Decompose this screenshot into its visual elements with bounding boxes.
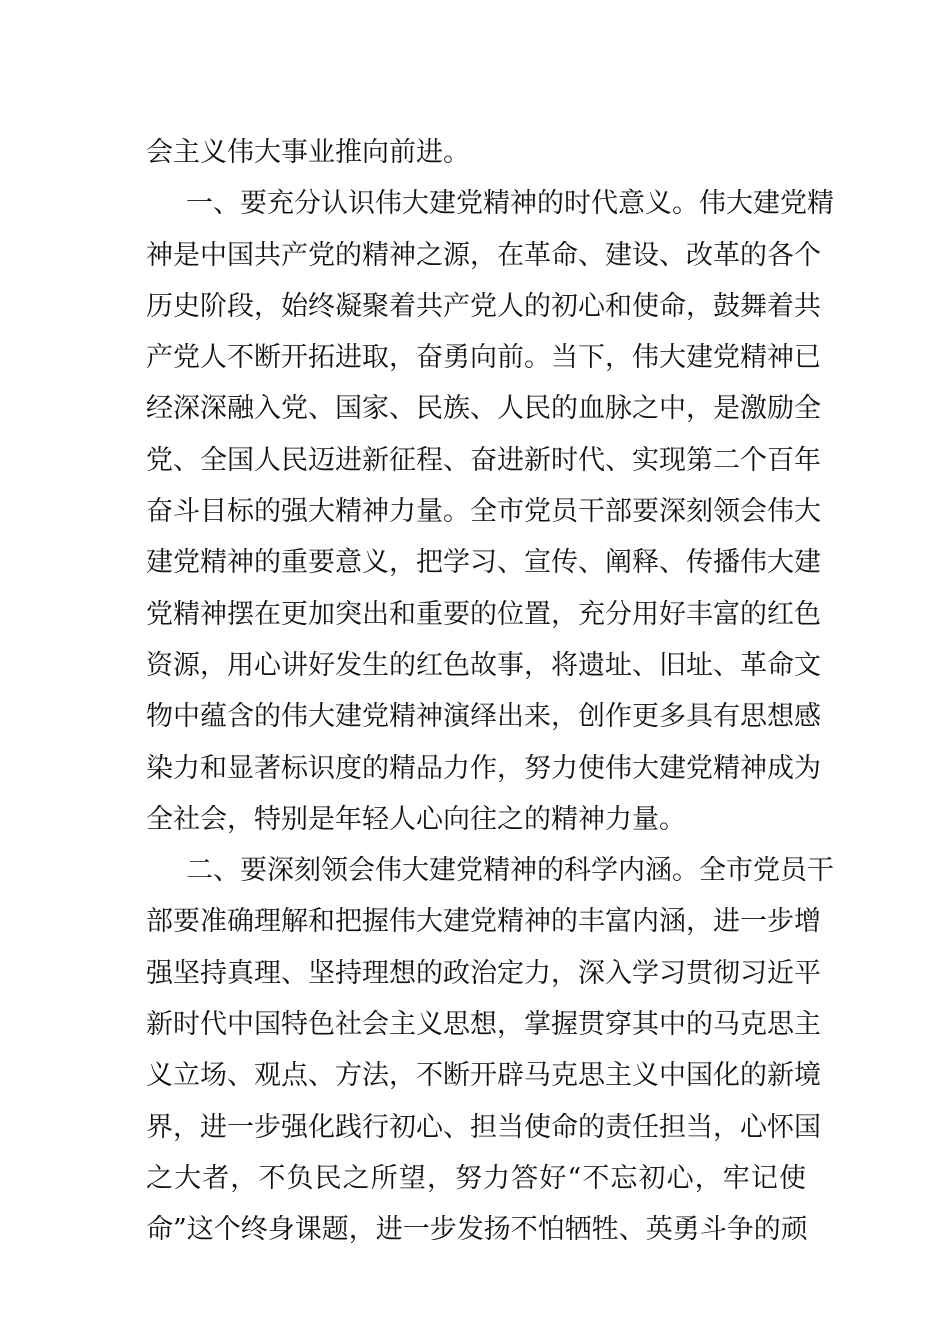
text-line: 奋斗目标的强大精神力量。全市党员干部要深刻领会伟大: [146, 496, 821, 528]
text-line: 强坚持真理、坚持理想的政治定力，深入学习贯彻习近平: [146, 957, 821, 989]
text-line: 全社会，特别是年轻人心向往之的精神力量。: [146, 803, 686, 835]
text-line: 命”这个终身课题，进一步发扬不怕牺牲、英勇斗争的顽: [146, 1214, 808, 1246]
text-line: 建党精神的重要意义，把学习、宣传、阐释、传播伟大建: [146, 547, 821, 579]
text-line: 新时代中国特色社会主义思想，掌握贯穿其中的马克思主: [146, 1009, 821, 1041]
text-line: 神是中国共产党的精神之源，在革命、建设、改革的各个: [146, 239, 821, 271]
text-line: 产党人不断开拓进取，奋勇向前。当下，伟大建党精神已: [146, 342, 821, 374]
text-line: 义立场、观点、方法，不断开辟马克思主义中国化的新境: [146, 1060, 821, 1092]
paragraph-first-line: 一、要充分认识伟大建党精神的时代意义。伟大建党精: [186, 188, 834, 220]
text-line: 之大者，不负民之所望，努力答好“不忘初心，牢记使: [146, 1162, 806, 1194]
text-line: 历史阶段，始终凝聚着共产党人的初心和使命，鼓舞着共: [146, 290, 821, 322]
text-line: 染力和显著标识度的精品力作，努力使伟大建党精神成为: [146, 752, 821, 784]
document-body: [146, 127, 834, 1256]
text-line: 物中蕴含的伟大建党精神演绎出来，创作更多具有思想感: [146, 701, 821, 733]
text-line: 资源，用心讲好发生的红色故事，将遗址、旧址、革命文: [146, 649, 821, 681]
paragraph-first-line: 二、要深刻领会伟大建党精神的科学内涵。全市党员干: [186, 855, 834, 887]
text-line: 经深深融入党、国家、民族、人民的血脉之中，是激励全: [146, 393, 821, 425]
text-line: 界，进一步强化践行初心、担当使命的责任担当，心怀国: [146, 1111, 821, 1143]
text-line: 党精神摆在更加突出和重要的位置，充分用好丰富的红色: [146, 598, 821, 630]
text-line: 党、全国人民迈进新征程、奋进新时代、实现第二个百年: [146, 444, 821, 476]
text-line: 会主义伟大事业推向前进。: [146, 137, 470, 168]
text-line: 部要准确理解和把握伟大建党精神的丰富内涵，进一步增: [146, 906, 821, 938]
